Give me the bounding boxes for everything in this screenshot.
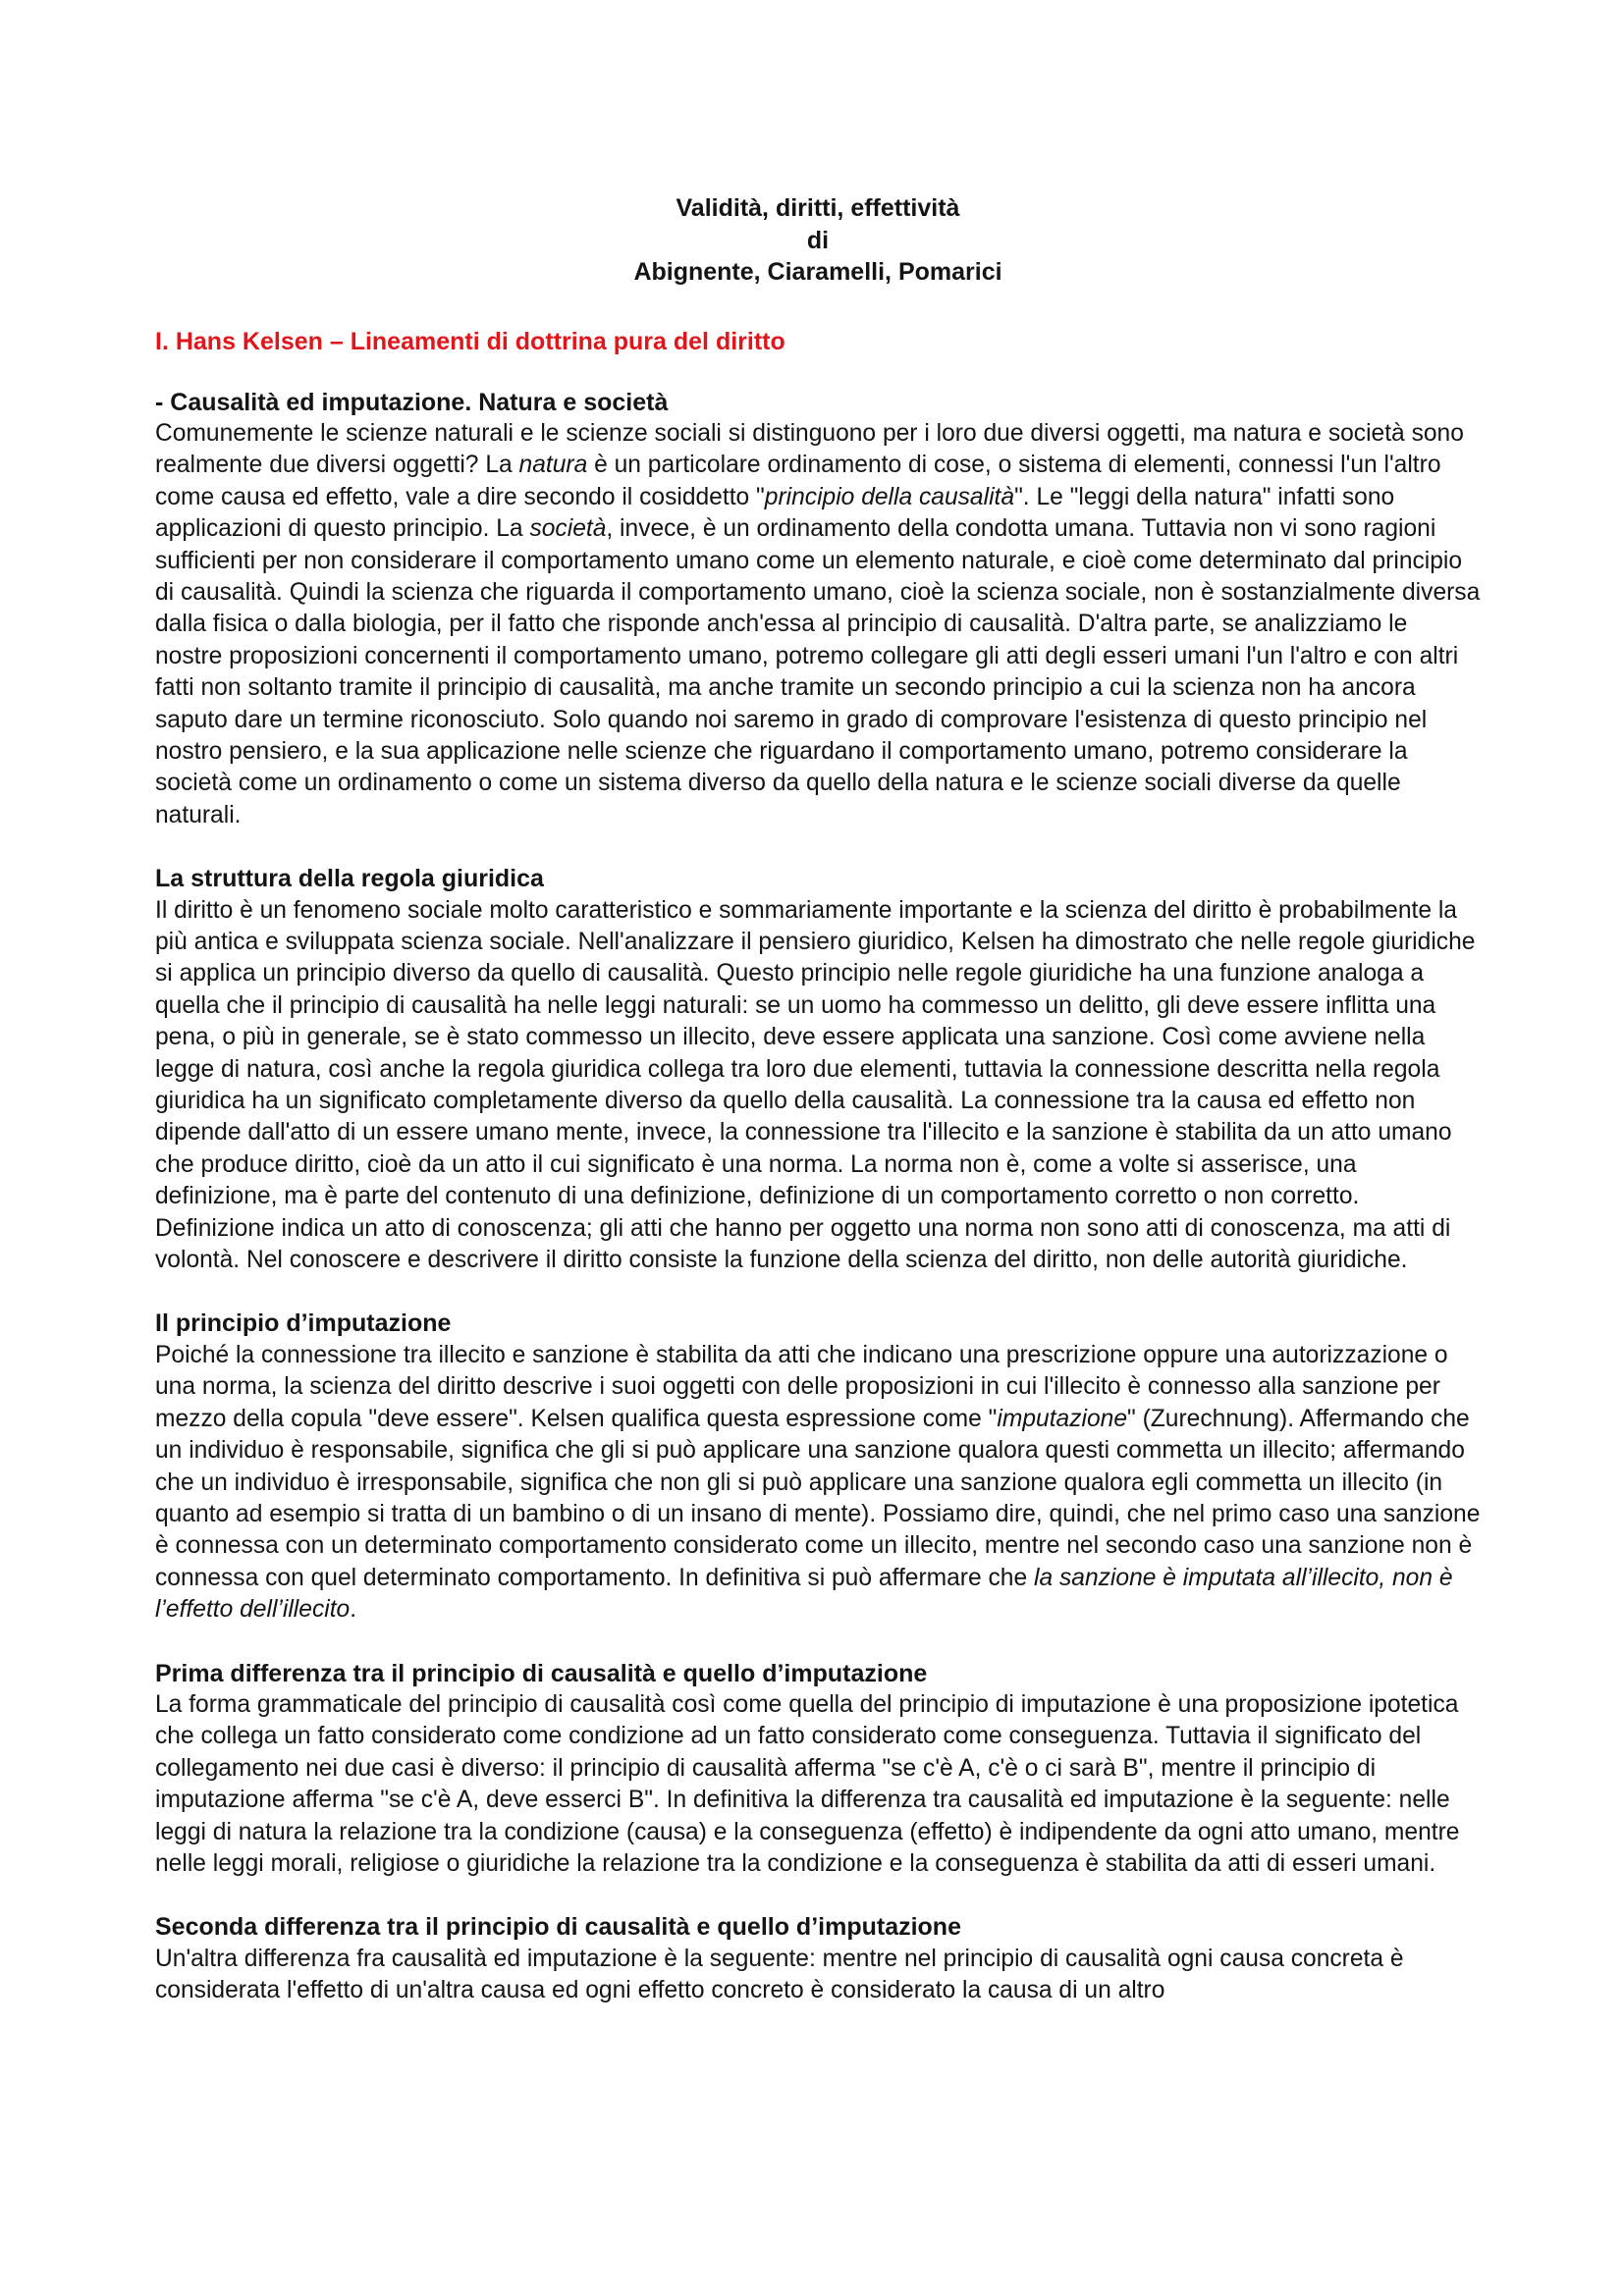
document-page [155,192,1481,2007]
paragraph-text: " (Zurechnung). Affermando che un individuo è responsabile, significa che gli si può applicare una sanzione qualora questi commetta un illecito; affermando che un individuo è irresponsabile, significa che non gli si può applicare una sanzione qualora egli commetta un illecito (in quanto ad esempio si tratta di un bambino o di un insano di mente). Possiamo dire, quindi, che nel primo caso una sanzione è connessa con un determinato comportamento considerato come un illecito, mentre nel secondo caso una sanzione non è connessa con quel determinato comportamento. In definitiva si può affermare che [155,1405,1481,1591]
section [155,1911,1481,2006]
italic-text: la sanzione è imputata all’illecito, non è l’effetto dell’illecito [155,1564,1453,1624]
sections-container [155,387,1481,2007]
italic-text: imputazione [997,1405,1128,1432]
section-heading: La struttura della regola giuridica [155,865,544,893]
paragraph-text: Poiché la connessione tra illecito e sanzione è stabilita da atti che indicano una prescrizione oppure una autorizzazione o una norma, la scienza del diritto descrive i suoi oggetti con delle proposizioni in cui l'illecito è connesso alla sanzione per mezzo della copula "deve essere". Kelsen qualifica questa espressione come " [155,1341,1448,1432]
section-paragraph [155,1689,1481,1880]
paragraph-text: La forma grammaticale del principio di causalità così come quella del principio di imputazione è una proposizione ipotetica che collega un fatto considerato come condizione ad un fatto considerato come conseguenza. Tuttavia il significato del collegamento nei due casi è diverso: il principio di causalità afferma "se c'è A, c'è o ci sarà B", mentre il principio di imputazione afferma "se c'è A, deve esserci B". In definitiva la differenza tra causalità ed imputazione è la seguente: nelle leggi di natura la relazione tra la condizione (causa) e la conseguenza (effetto) è indipendente da ogni atto umano, mentre nelle leggi morali, religiose o giuridiche la relazione tra la condizione e la conseguenza è stabilita da atti di esseri umani. [155,1690,1460,1877]
paragraph-text: . [350,1596,357,1624]
section [155,1308,1481,1626]
section-heading: Prima differenza tra il principio di causalità e quello d’imputazione [155,1659,928,1687]
italic-text: società [529,515,607,543]
paragraph-text: Comunemente le scienze naturali e le scienze sociali si distinguono per i loro due diversi oggetti, ma natura e società sono realmente due diversi oggetti? La [155,419,1464,479]
paragraph-text: è un particolare ordinamento di cose, o sistema di elementi, connessi l'un l'altro come causa ed effetto, vale a dire secondo il cosiddetto " [155,452,1441,510]
section-paragraph [155,1944,1481,2007]
section-paragraph [155,418,1481,831]
title-line: Abignente, Ciaramelli, Pomarici [633,258,1002,286]
section [155,863,1481,1276]
section-paragraph [155,895,1481,1277]
title-line: di [806,226,830,254]
section-paragraph [155,1340,1481,1627]
section [155,387,1481,832]
paragraph-text: , invece, è un ordinamento della condotta umana. Tuttavia non vi sono ragioni sufficienti per non considerare il comportamento umano come un elemento naturale, e cioè come determinato dal principio di causalità. Quindi la scienza che riguarda il comportamento umano, cioè la scienza sociale, non è sostanzialmente diversa dalla fisica o dalla biologia, per il fatto che risponde anch'essa al principio di causalità. D'altra parte, se analizziamo le nostre proposizioni concernenti il comportamento umano, potremo collegare gli atti degli esseri umani l'un l'altro e con altri fatti non soltanto tramite il principio di causalità, ma anche tramite un secondo principio a cui la scienza non ha ancora saputo dare un termine riconosciuto. Solo quando noi saremo in grado di comprovare l'esistenza di questo principio nel nostro pensiero, e la sua applicazione nelle scienze che riguardano il comportamento umano, potremo considerare la società come un ordinamento o come un sistema diverso da quello della natura e le scienze sociali diverse da quelle naturali. [155,515,1481,828]
chapter-heading: I. Hans Kelsen – Lineamenti di dottrina pura del diritto [155,327,785,355]
section-heading: Seconda differenza tra il principio di causalità e quello d’imputazione [155,1913,961,1942]
title-line: Validità, diritti, effettività [676,194,960,222]
section-heading: - Causalità ed imputazione. Natura e società [155,388,669,416]
paragraph-text: ". Le "leggi della natura" infatti sono applicazioni di questo principio. La [155,483,1395,543]
section [155,1658,1481,1881]
paragraph-text: Un'altra differenza fra causalità ed imputazione è la seguente: mentre nel principio di causalità ogni causa concreta è considerata l'effetto di un'altra causa ed ogni effetto concreto è considerato la causa di un altro [155,1945,1404,2004]
section-heading: Il principio d’imputazione [155,1309,452,1338]
italic-text: natura [518,452,588,479]
document-title [155,192,1481,289]
paragraph-text: Il diritto è un fenomeno sociale molto caratteristico e sommariamente importante e la scienza del diritto è probabilmente la più antica e sviluppata scienza sociale. Nell'analizzare il pensiero giuridico, Kelsen ha dimostrato che nelle regole giuridiche si applica un principio diverso da quello di causalità. Questo principio nelle regole giuridiche ha una funzione analoga a quella che il principio di causalità ha nelle leggi naturali: se un uomo ha commesso un delitto, gli deve essere inflitta una pena, o più in generale, se è stato commesso un illecito, deve essere applicata una sanzione. Così come avviene nella legge di natura, così anche la regola giuridica collega tra loro due elementi, tuttavia la connessione descritta nella regola giuridica ha un significato completamente diverso da quello della causalità. La connessione tra la causa ed effetto non dipende dall'atto di un essere umano mente, invece, la connessione tra l'illecito e la sanzione è stabilita da un atto umano che produce diritto, cioè da un atto il cui significato è una norma. La norma non è, come a volte si asserisce, una definizione, ma è parte del contenuto di una definizione, definizione di un comportamento corretto o non corretto. Definizione indica un atto di conoscenza; gli atti che hanno per oggetto una norma non sono atti di conoscenza, ma atti di volontà. Nel conoscere e descrivere il diritto consiste la funzione della scienza del diritto, non delle autorità giuridiche. [155,896,1476,1274]
italic-text: principio della causalità [764,483,1015,510]
